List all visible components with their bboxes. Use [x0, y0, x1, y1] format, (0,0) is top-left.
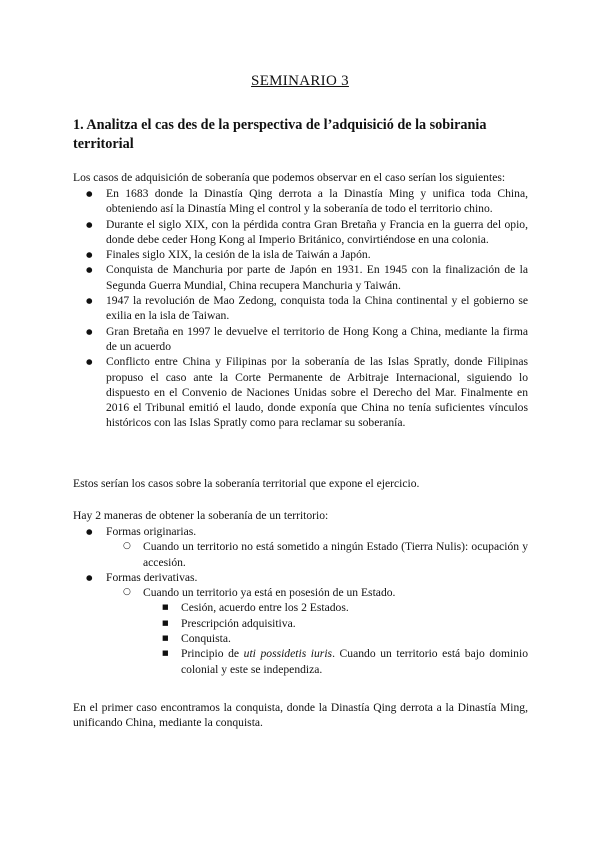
list-item: ● Gran Bretaña en 1997 le devuelve el territorio de Hong Kong a China, mediante la firma de un acuerdo — [73, 324, 528, 355]
ways-intro: Hay 2 maneras de obtener la soberanía de un territorio: — [73, 509, 329, 522]
uti-term: uti possidetis iuris — [243, 647, 333, 661]
list-item: ● En 1683 donde la Dinastía Qing derrota a la Dinastía Ming y unifica toda China, obteniendo así la Dinastía Ming el control y la soberanía de todo el territorio chino. — [73, 186, 528, 217]
page-title: SEMINARIO 3 — [251, 73, 349, 89]
summary-paragraph: Estos serían los casos sobre la soberanía territorial que expone el ejercicio. — [73, 477, 420, 490]
list-item — [143, 646, 528, 677]
list-item: ● Durante el siglo XIX, con la pérdida contra Gran Bretaña y Francia en la guerra del opio, donde debe ceder Hong Kong al Imperio Británico, convirtiéndose en una colonia. — [73, 217, 528, 248]
uti-suffix: . Cuando un territorio está bajo dominio colonial y este se independiza. — [181, 647, 528, 676]
cases-list — [73, 186, 528, 431]
list-item — [106, 585, 528, 677]
conclusion-paragraph: En el primer caso encontramos la conquista, donde la Dinastía Qing derrota a la Dinastía Ming, unificando China, mediante la conquista. — [73, 701, 528, 730]
section-heading: 1. Analitza el cas des de la perspectiva de l’adquisició de la sobirania territorial — [73, 117, 487, 152]
derivativas-item: Cuando un territorio ya está en posesión de un Estado. — [143, 586, 396, 600]
derivativas-subsublist — [143, 600, 528, 676]
originarias-label: Formas originarias. — [106, 525, 197, 538]
list-item: ■ Prescripción adquisitiva. — [143, 616, 528, 631]
list-item: ● Finales siglo XIX, la cesión de la isla de Taiwán a Japón. — [73, 247, 528, 262]
derivativas-label: Formas derivativas. — [106, 570, 198, 584]
ways-list — [73, 524, 528, 677]
originarias-sublist — [106, 539, 528, 570]
list-item: ● 1947 la revolución de Mao Zedong, conquista toda la China continental y el gobierno se exilia en la isla de Taiwan. — [73, 293, 528, 324]
list-item: ● Conflicto entre China y Filipinas por la soberanía de las Islas Spratly, donde Filipinas propuso el caso ante la Corte Permanente de Arbitraje Internacional, siguiendo lo dispuesto en el Convenio de Naciones Unidas sobre el Derecho del Mar. Finalmente en 2016 el Tribunal emitió el laudo, donde exponía que China no tenía suficientes vínculos históricos con las Islas Spratly como para reclamar su soberanía. — [73, 354, 528, 430]
uti-prefix: Principio de — [181, 647, 244, 661]
list-item — [73, 524, 528, 570]
list-item: ● Conquista de Manchuria por parte de Japón en 1931. En 1945 con la finalización de la Segunda Guerra Mundial, China recupera Manchuria y Taiwán. — [73, 262, 528, 293]
derivativas-sublist — [106, 585, 528, 677]
intro-paragraph: Los casos de adquisición de soberanía que podemos observar en el caso serían los siguientes: — [73, 171, 506, 184]
list-item: ■ Cesión, acuerdo entre los 2 Estados. — [143, 600, 528, 615]
list-item — [73, 570, 528, 677]
list-item: ○ Cuando un territorio no está sometido a ningún Estado (Tierra Nulis): ocupación y accesión. — [106, 539, 528, 570]
list-item: ■ Conquista. — [143, 631, 528, 646]
